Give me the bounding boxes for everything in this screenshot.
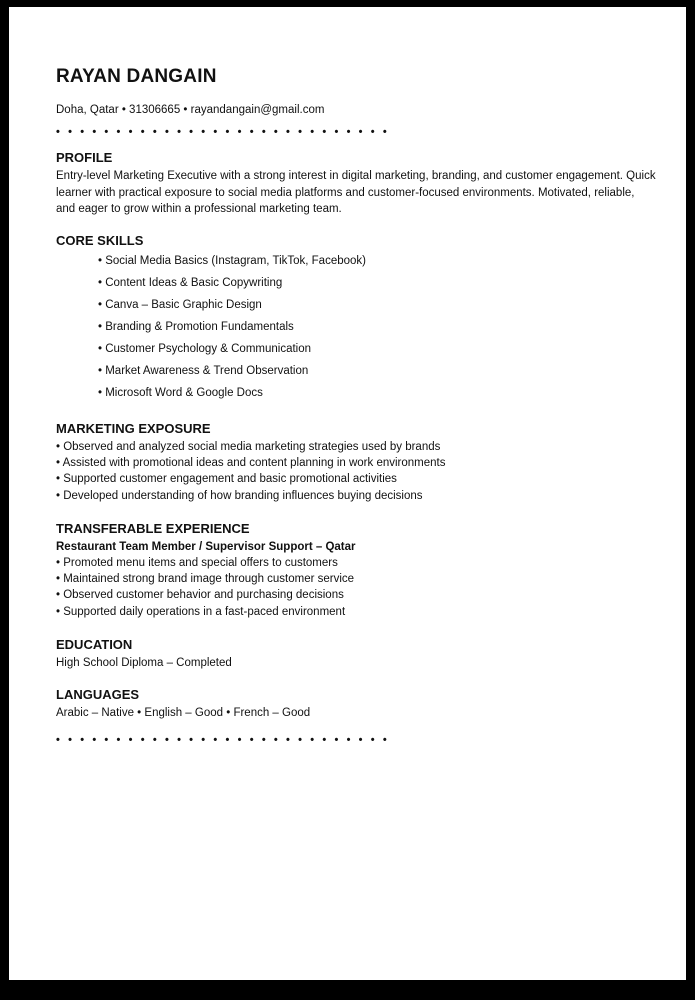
list-item: • Developed understanding of how branding influences buying decisions [56,489,423,502]
list-item: • Microsoft Word & Google Docs [98,387,263,399]
resume-page [9,7,686,980]
marketing-exposure-heading: MARKETING EXPOSURE [56,421,211,436]
list-item: • Social Media Basics (Instagram, TikTok, Facebook) [98,255,366,267]
transferable-experience-list [56,555,656,620]
list-item: • Maintained strong brand image through customer service [56,573,355,586]
languages-text: Arabic – Native • English – Good • French – Good [56,707,311,719]
list-item: • Customer Psychology & Communication [98,343,312,355]
profile-text: Entry-level Marketing Executive with a strong interest in digital marketing, branding, and customer engagement. Quick learner with practical exposure to social media platforms and customer-focused environments. Motivated, reliable, and eager to grow within a professional marketing team. [56,170,656,215]
list-item: • Supported customer engagement and basic promotional activities [56,473,397,486]
education-section [56,636,656,672]
languages-section [56,686,656,745]
education-text: High School Diploma – Completed [56,657,232,669]
languages-heading: LANGUAGES [56,687,140,702]
marketing-exposure-section [56,420,656,504]
marketing-exposure-list [56,439,656,504]
list-item: • Promoted menu items and special offers to customers [56,557,338,569]
education-heading: EDUCATION [56,637,133,652]
core-skills-section [56,232,656,408]
profile-section [56,149,656,218]
list-item: • Observed customer behavior and purchasing decisions [56,589,344,602]
list-item: • Canva – Basic Graphic Design [98,299,262,311]
candidate-name: RAYAN DANGAIN [56,66,217,87]
list-item: • Observed and analyzed social media marketing strategies used by brands [56,441,441,453]
transferable-experience-heading: TRANSFERABLE EXPERIENCE [56,521,250,536]
core-skills-heading: CORE SKILLS [56,233,144,248]
list-item: • Branding & Promotion Fundamentals [98,321,294,333]
profile-heading: PROFILE [56,150,113,165]
list-item: • Supported daily operations in a fast-paced environment [56,605,346,618]
header-section [56,65,656,137]
list-item: • Market Awareness & Trend Observation [98,365,309,377]
job-role: Restaurant Team Member / Supervisor Support – Qatar [56,541,356,553]
list-item: • Content Ideas & Basic Copywriting [98,277,283,289]
header-divider: • • • • • • • • • • • • • • • • • • • • • • • • • • • • [56,126,390,138]
contact-line: Doha, Qatar • 31306665 • rayandangain@gmail.com [56,104,325,116]
core-skills-list [98,254,656,401]
footer-divider: • • • • • • • • • • • • • • • • • • • • • • • • • • • • [56,733,390,746]
transferable-experience-section [56,520,656,620]
list-item: • Assisted with promotional ideas and content planning in work environments [56,457,446,470]
